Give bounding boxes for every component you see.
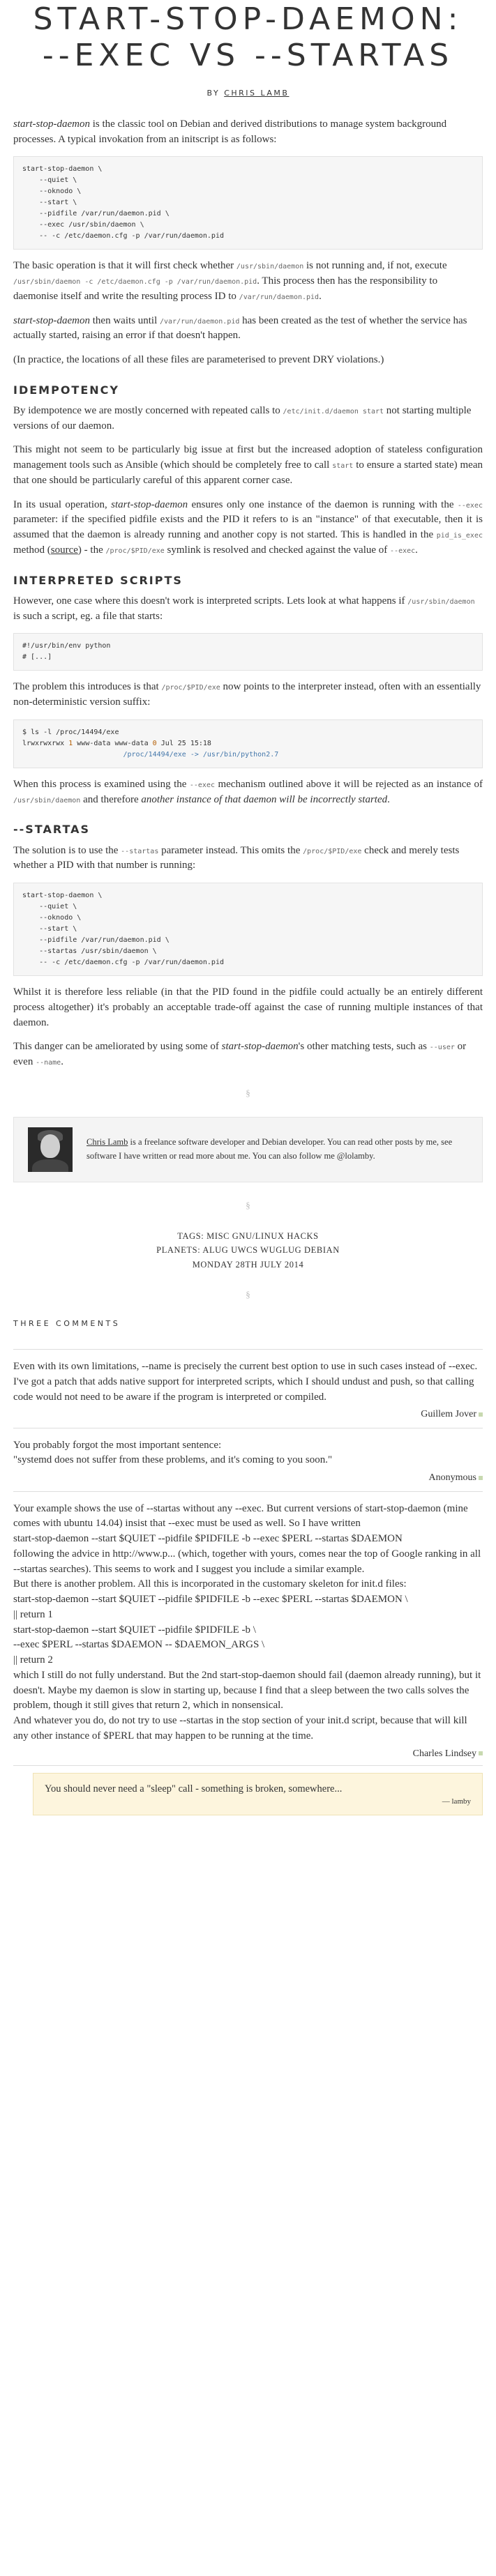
comment: [13, 1492, 483, 1821]
comment-author: Guillem Jover: [13, 1408, 483, 1422]
author-box: [13, 1117, 483, 1182]
comment: [13, 1349, 483, 1428]
code-block-shebang: #!/usr/bin/env python # [...]: [13, 633, 483, 671]
paragraph-startas-3: This danger can be ameliorated by using some of start-stop-daemon's other matching tests, such as --user or even --name.: [13, 1041, 467, 1068]
post-body: [13, 117, 483, 1070]
comment: [13, 1428, 483, 1492]
byline-prefix: BY: [206, 88, 220, 98]
intro-paragraph: start-stop-daemon is the classic tool on Debian and derived distributions to manage system background processes. A typical invokation from an initscript is as follows:: [13, 118, 447, 145]
paragraph-startas-1: The solution is to use the --startas parameter instead. This omits the /proc/$PID/exe check and merely tests whether a PID with that number is running:: [13, 844, 460, 871]
comment-body: Even with its own limitations, --name is precisely the current best option to use in such cases instead of --exec. I've got a patch that adds native support for interpreted scripts, which I should undust and push, so that calling code would not need to be aware if the program is interpreted or compiled.: [13, 1361, 478, 1403]
avatar: [28, 1127, 73, 1172]
comment-body: Your example shows the use of --startas without any --exec. But current versions of start-stop-daemon (mine comes with ubuntu 14.04) insist that --exec must be used as well. So I have written start-stop-daemon --start $QUIET --pidfile $PIDFILE -b --exec $PERL --startas $DAEMON following the advice in http://www.p... (which, together with yours, comes near the top of Google ranking in all --startas searches). This seems to work and I suggest you include a similar example. But there is another problem. All this is incorporated in the customary skeleton for init.d files: start-stop-daemon --start $QUIET --pidfile $PIDFILE -b --exec $PERL --startas $DAEMON \ || return 1 start-stop-daemon --start $QUIET --pidfile $PIDFILE -b \ --exec $PERL --startas $DAEMON -- $DAEMON_ARGS \ || return 2 which I still do not fully understand. But the 2nd start-stop-daemon should fail (daemon already running), but it doesn't. Maybe my daemon is slow in starting up, because I find that a sleep between the two calls solves the problem, though it still gives that return 2, which in nonsensical. And whatever you do, do not try to use --startas in the stop section of your init.d script, because that will kill any other instance of $PERL that may happen to be running at the time.: [13, 1502, 481, 1742]
comments-list: [13, 1349, 483, 1821]
byline-author-link[interactable]: CHRIS LAMB: [224, 88, 290, 98]
byline: [13, 88, 483, 99]
reply-author: — lamby: [442, 1797, 471, 1806]
heading-interpreted-scripts: INTERPRETED SCRIPTS: [13, 573, 183, 587]
reply-body: You should never need a "sleep" call - something is broken, somewhere...: [45, 1783, 343, 1794]
title-line-1: START-STOP-DAEMON:: [33, 1, 463, 37]
heading-idempotency: IDEMPOTENCY: [13, 383, 119, 397]
paragraph-interp-2: The problem this introduces is that /proc/$PID/exe now points to the interpreter instead, often with an essentially non-deterministic version suffix:: [13, 681, 481, 708]
code-block-exec: start-stop-daemon \ --quiet \ --oknodo \ --start \ --pidfile /var/run/daemon.pid \ --exec /usr/sbin/daemon \ -- -c /etc/daemon.cfg -p /var/run/daemon.pid: [13, 156, 483, 250]
source-link[interactable]: source: [50, 544, 78, 556]
author-bio: Chris Lamb is a freelance software developer and Debian developer. You can read other posts by me, see software I have written or read more about me. You can also follow me @lolamby.: [87, 1137, 453, 1161]
paragraph-basic-operation: The basic operation is that it will first check whether /usr/sbin/daemon is not running and, if not, execute /usr/sbin/daemon -c /etc/daemon.cfg -p /var/run/daemon.pid. This process then has the responsibility to daemonise itself and write the resulting process ID to /var/run/daemon.pid.: [13, 260, 447, 302]
paragraph-interp-3: When this process is examined using the --exec mechanism outlined above it will be rejected as an instance of /usr/sbin/daemon and therefore another instance of that daemon will be incorrectly started.: [13, 778, 483, 805]
title-line-2: --EXEC VS --STARTAS: [42, 37, 454, 73]
section-separator: §: [246, 1087, 250, 1098]
post-meta: [13, 1229, 483, 1272]
term-ssd: start-stop-daemon: [13, 118, 90, 130]
paragraph-dry: (In practice, the locations of all these files are parameterised to prevent DRY violations.): [13, 354, 384, 365]
comment-author: Charles Lindsey: [13, 1747, 483, 1766]
comment-marker-icon: [479, 1412, 483, 1417]
tags-line: TAGS: MISC GNU/LINUX HACKS: [177, 1230, 319, 1241]
post-date: MONDAY 28TH JULY 2014: [192, 1259, 304, 1270]
post-title: [13, 1, 483, 74]
paragraph-idem-2: This might not seem to be particularly big issue at first but the increased adoption of stateless configuration management tools such as Ansible (which should be completely free to call start to ensure a started state) mean that one should be particularly careful of this apparent corner case.: [13, 444, 483, 486]
paragraph-interp-1: However, one case where this doesn't work is interpreted scripts. Lets look at what happens if /usr/sbin/daemon is such a script, eg. a file that starts:: [13, 595, 475, 622]
author-reply: [33, 1773, 483, 1815]
author-name-link[interactable]: Chris Lamb: [87, 1137, 128, 1148]
section-separator-3: §: [246, 1289, 250, 1300]
code-block-startas: start-stop-daemon \ --quiet \ --oknodo \ --start \ --pidfile /var/run/daemon.pid \ --startas /usr/sbin/daemon \ -- -c /etc/daemon.cfg -p /var/run/daemon.pid: [13, 883, 483, 976]
paragraph-idem-1: By idempotence we are mostly concerned with repeated calls to /etc/init.d/daemon start not starting multiple versions of our daemon.: [13, 404, 472, 432]
paragraph-startas-2: Whilst it is therefore less reliable (in that the PID found in the pidfile could actually be an entirely different process altogether) it's probably an acceptable trade-off against the case of running multiple instances of that daemon.: [13, 986, 483, 1028]
comments-heading: THREE COMMENTS: [13, 1319, 121, 1329]
comment-marker-icon: [479, 1476, 483, 1480]
section-separator-2: §: [246, 1199, 250, 1210]
comment-author: Anonymous: [13, 1471, 483, 1485]
planets-line: PLANETS: ALUG UWCS WUGLUG DEBIAN: [156, 1245, 340, 1256]
heading-startas: --STARTAS: [13, 823, 91, 837]
comment-body: You probably forgot the most important sentence: "systemd does not suffer from these problems, and it's coming to you soon.": [13, 1439, 333, 1466]
code-block-ls: $ ls -l /proc/14494/exe lrwxrwxrwx 1 www-data www-data 0 Jul 25 15:18 /proc/14494/exe -> /usr/bin/python2.7: [13, 719, 483, 768]
post-header: [13, 0, 483, 99]
paragraph-idem-3: In its usual operation, start-stop-daemon ensures only one instance of the daemon is running with the --exec parameter: if the specified pidfile exists and the PID it refers to is an "instance" of that executable, then it is assumed that the daemon is already running and another copy is not started. This is handled in the pid_is_exec method (source) - the /proc/$PID/exe symlink is resolved and checked against the value of --exec.: [13, 498, 483, 556]
paragraph-waits: start-stop-daemon then waits until /var/run/daemon.pid has been created as the test of whether the service has actually started, raising an error if that doesn't happen.: [13, 314, 467, 342]
comment-marker-icon: [479, 1751, 483, 1755]
